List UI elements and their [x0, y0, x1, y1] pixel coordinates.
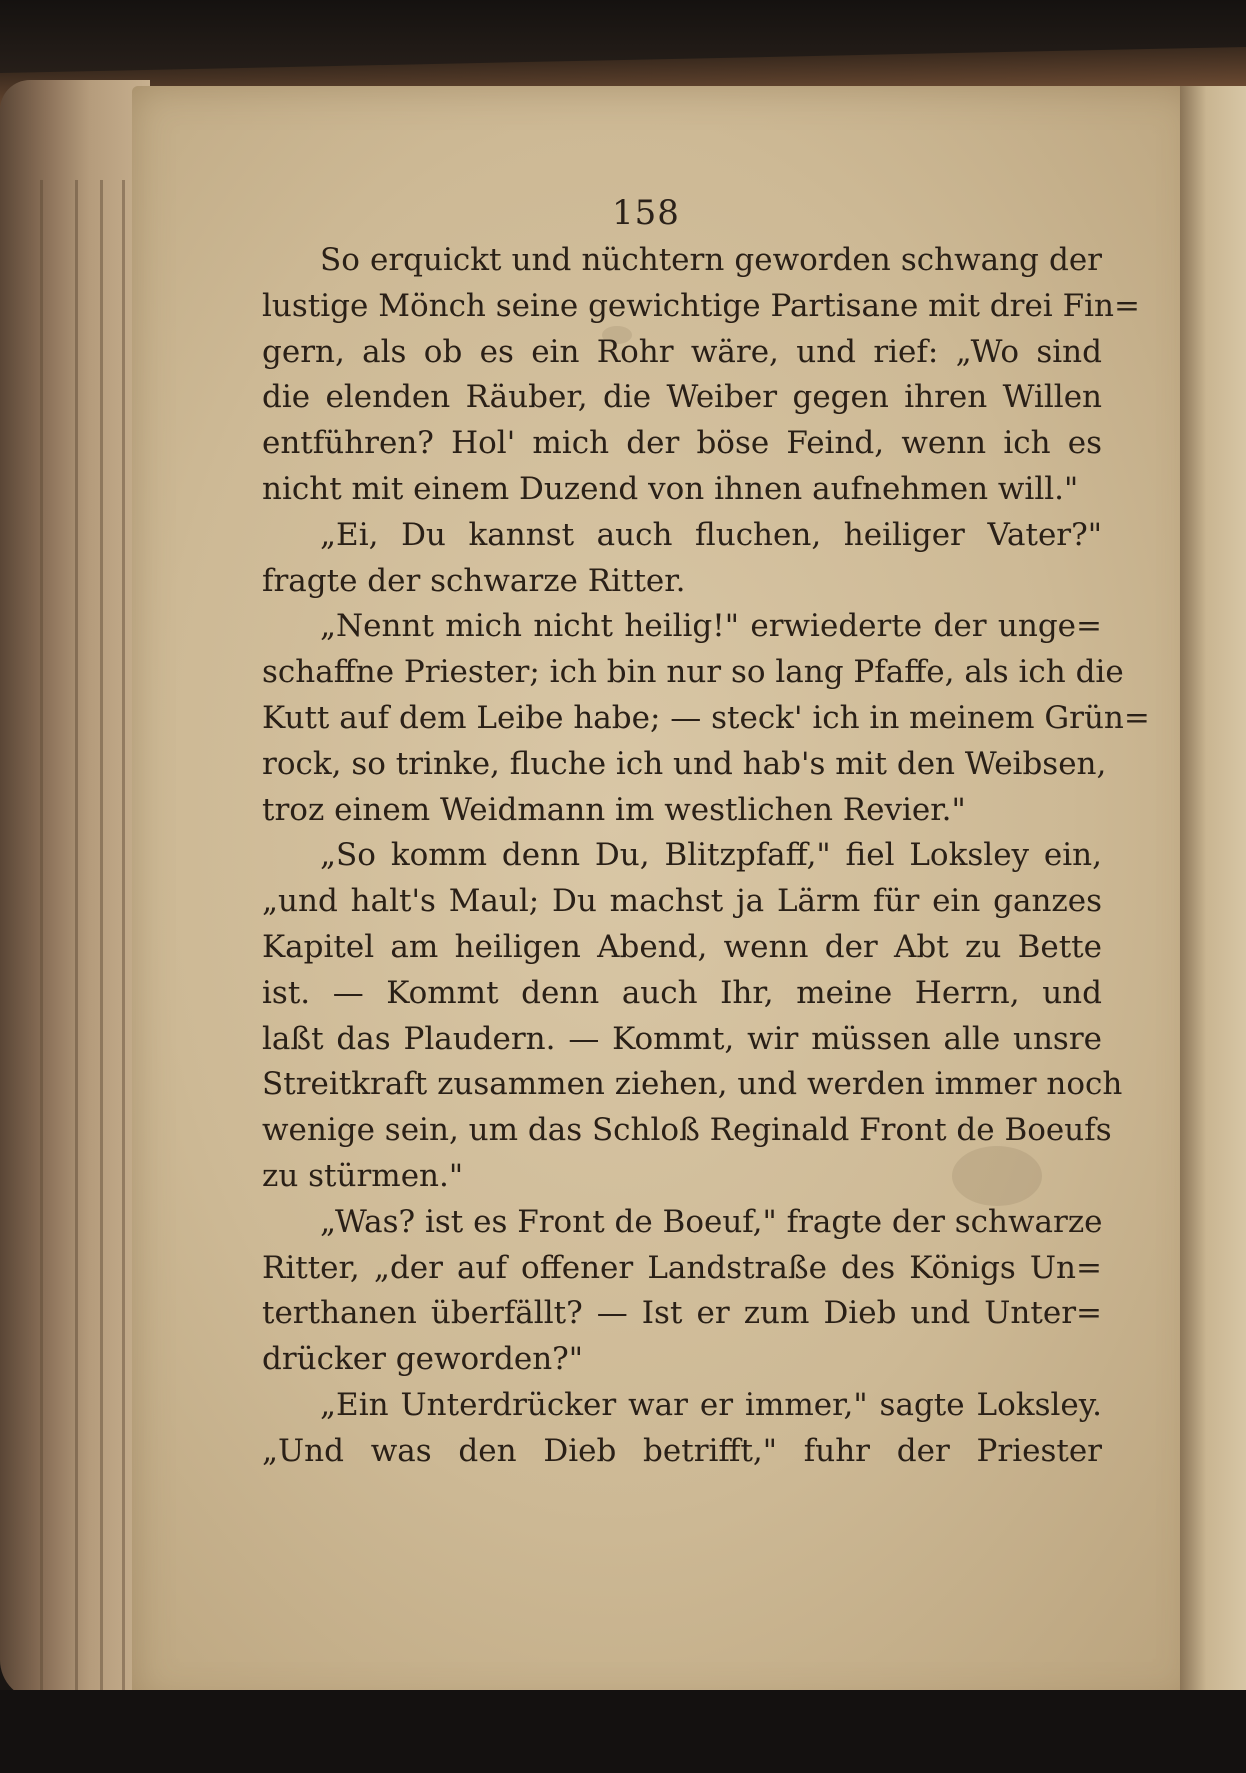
text-line: „Ein Unterdrücker war er immer," sagte Loksley. [320, 1386, 1102, 1423]
text-line: entführen? Hol' mich der böse Feind, wenn ich es [262, 425, 1102, 462]
page-edge-line [122, 180, 125, 1740]
page-number: 158 [612, 193, 680, 233]
text-line: „Ei, Du kannst auch fluchen, heiliger Vater?" [320, 516, 1102, 553]
text-line: Kapitel am heiligen Abend, wenn der Abt zu Bette [262, 928, 1102, 965]
text-line: lustige Mönch seine gewichtige Partisane mit drei Fin= [262, 287, 1140, 324]
text-line: ist. — Kommt denn auch Ihr, meine Herrn, und [262, 974, 1102, 1011]
text-line: laßt das Plaudern. — Kommt, wir müssen alle unsre [262, 1020, 1102, 1057]
text-line: wenige sein, um das Schloß Reginald Front de Boeufs [262, 1112, 1112, 1149]
text-line: „und halt's Maul; Du machst ja Lärm für ein ganzes [262, 883, 1102, 920]
text-line: die elenden Räuber, die Weiber gegen ihren Willen [262, 379, 1102, 416]
page-edge-line [100, 180, 103, 1740]
text-line: drücker geworden?" [262, 1341, 584, 1378]
background-bottom [0, 1690, 1246, 1773]
text-line: nicht mit einem Duzend von ihnen aufnehmen will." [262, 470, 1079, 507]
page-stack-edge [0, 80, 150, 1700]
text-line: terthanen überfällt? — Ist er zum Dieb und Unter= [262, 1295, 1102, 1332]
text-line: „Nennt mich nicht heilig!" erwiederte der unge= [320, 608, 1102, 645]
text-line: zu stürmen." [262, 1157, 464, 1194]
page-edge-line [40, 180, 43, 1740]
text-line: Ritter, „der auf offener Landstraße des Königs Un= [262, 1249, 1102, 1286]
text-line: rock, so trinke, fluche ich und hab's mit den Weibsen, [262, 745, 1107, 782]
text-line: troz einem Weidmann im westlichen Revier." [262, 791, 966, 828]
text-line: schaffne Priester; ich bin nur so lang Pfaffe, als ich die [262, 654, 1124, 691]
text-line: fragte der schwarze Ritter. [262, 562, 686, 599]
text-line: Kutt auf dem Leibe habe; — steck' ich in meinem Grün= [262, 699, 1150, 736]
text-line: Streitkraft zusammen ziehen, und werden immer noch [262, 1066, 1123, 1103]
text-line: gern, als ob es ein Rohr wäre, und rief: „Wo sind [262, 333, 1102, 370]
body-text [262, 238, 1150, 1475]
text-line: So erquickt und nüchtern geworden schwang der [320, 242, 1102, 278]
facing-page-edge [1180, 86, 1246, 1706]
text-line: „Und was den Dieb betrifft," fuhr der Priester [262, 1432, 1102, 1469]
text-line: „Was? ist es Front de Boeuf," fragte der schwarze [320, 1203, 1103, 1240]
page-edge-line [75, 180, 78, 1740]
text-line: „So komm denn Du, Blitzpfaff," fiel Loksley ein, [320, 837, 1102, 874]
